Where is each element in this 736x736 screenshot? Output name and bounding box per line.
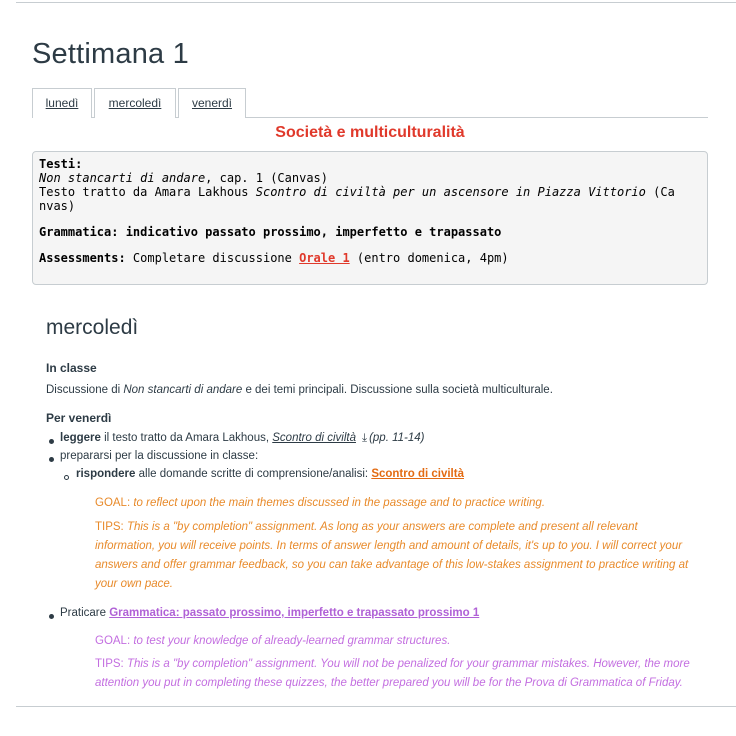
grammatica-text: indicativo passato prossimo, imperfetto e trapassato (118, 225, 502, 239)
week-summary-box (32, 151, 708, 285)
tips-2-text: This is a "by completion" assignment. You will not be penalized for your grammar mistakes. However, the more attention you put in completing these quizzes, the better prepared you will be for the Prova di Grammatica of Friday. (95, 658, 690, 689)
bullet-icon (49, 439, 54, 444)
book-chapter: , cap. 1 (Canvas) (205, 171, 328, 185)
excerpt-prefix: Testo tratto da Amara Lakhous (39, 185, 256, 199)
orale-1-link[interactable]: Orale 1 (299, 251, 350, 265)
in-classe-pre: Discussione di (46, 384, 124, 396)
excerpt-suffix: (Ca (645, 185, 675, 199)
tips-1-label: TIPS: (95, 521, 124, 533)
spacer (39, 213, 701, 225)
scontro-reading-link[interactable]: Scontro di civiltà (272, 432, 356, 444)
tips-2-label: TIPS: (95, 658, 124, 670)
page-title: Settimana 1 (32, 38, 189, 70)
testi-line-1 (39, 171, 701, 185)
goal-1 (95, 494, 695, 513)
scontro-assignment-link[interactable]: Scontro di civiltà (371, 468, 464, 480)
in-classe-post: e dei temi principali. Discussione sulla società multiculturale. (242, 384, 553, 396)
bullet-icon (49, 457, 54, 462)
week-subject: Società e multiculturalità (275, 124, 465, 141)
in-classe-text (46, 384, 553, 396)
tab-lunedi[interactable]: lunedì (32, 88, 92, 118)
in-classe-title: Non stancarti di andare (123, 384, 243, 396)
top-divider (16, 2, 736, 3)
assessments-pre: Completare discussione (125, 251, 300, 265)
goal-1-label: GOAL: (95, 497, 131, 509)
assessments-label: Assessments: (39, 251, 126, 265)
goal-1-text: to reflect upon the main themes discussed in the passage and to practice writing. (130, 497, 546, 509)
item3-pre: Praticare (60, 607, 110, 619)
item1-pre: il testo tratto da Amara Lakhous, (100, 432, 273, 444)
testi-row (39, 157, 701, 171)
tips-2 (95, 655, 695, 693)
goal-2 (95, 632, 695, 651)
list-item-praticare (60, 607, 479, 619)
list-item-prepararsi: prepararsi per la discussione in classe: (60, 450, 259, 462)
testi-line-2 (39, 185, 701, 199)
assessments-row (39, 251, 701, 265)
excerpt-title: Scontro di civiltà per un ascensore in Piazza Vittorio (255, 185, 646, 199)
in-classe-label: In classe (46, 361, 97, 375)
grammatica-row (39, 225, 701, 239)
assessments-post: (entro domenica, 4pm) (349, 251, 509, 265)
tips-1 (95, 518, 695, 594)
testi-line-3: nvas) (39, 199, 76, 213)
day-tabs (32, 88, 708, 118)
spacer (39, 239, 701, 251)
subitem-bold: rispondere (76, 468, 136, 480)
bullet-icon (49, 614, 54, 619)
goal-2-text: to test your knowledge of already-learned grammar structures. (130, 635, 451, 647)
download-icon[interactable]: ⤓ (361, 432, 368, 444)
list-item-rispondere (76, 468, 464, 480)
goal-2-label: GOAL: (95, 635, 131, 647)
book-title: Non stancarti di andare (39, 171, 206, 185)
list-item-leggere (60, 432, 424, 445)
grammatica-label: Grammatica: (39, 225, 119, 239)
item1-pages: (pp. 11-14) (369, 432, 425, 444)
tab-venerdi[interactable]: venerdì (178, 88, 246, 118)
grammatica-quiz-link[interactable]: Grammatica: passato prossimo, imperfetto e trapassato prossimo 1 (109, 607, 480, 619)
item1-bold: leggere (60, 432, 101, 444)
bottom-divider (16, 706, 736, 707)
per-venerdi-label: Per venerdì (46, 411, 112, 425)
tab-mercoledi[interactable]: mercoledì (94, 88, 176, 118)
day-heading: mercoledì (46, 316, 139, 339)
sub-bullet-icon (64, 475, 69, 480)
subitem-pre: alle domande scritte di comprensione/analisi: (135, 468, 372, 480)
tips-1-text: This is a "by completion" assignment. As long as your answers are complete and present all relevant information, you will receive points. In terms of answer length and amount of details, it's up to you. I will correct your answers and offer grammar feedback, so you can take advantage of this low-stakes assignment to practice writing at your own pace. (95, 521, 689, 590)
testi-label: Testi: (39, 157, 83, 171)
